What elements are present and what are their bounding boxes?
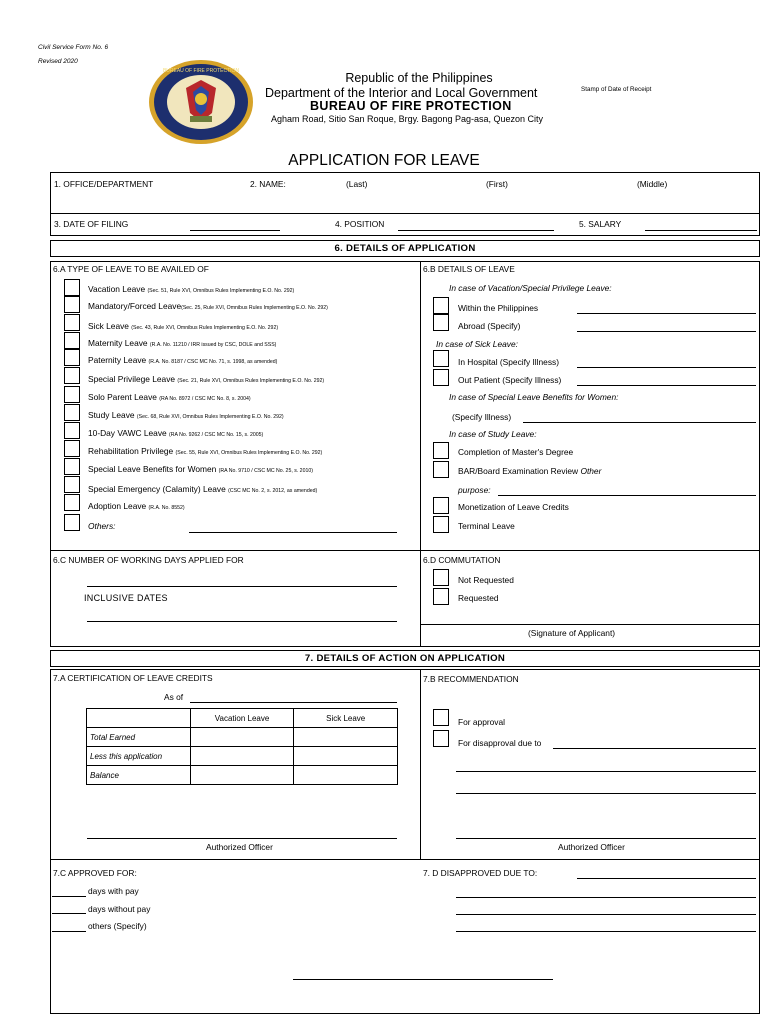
section7c-title: 7.C APPROVED FOR: [53, 868, 137, 878]
leave-type-item: Paternity Leave (R.A. No. 8187 / CSC MC No. 71, s. 1998, as amended) [88, 355, 278, 365]
section6-title-bar [50, 240, 760, 257]
table-row [87, 728, 398, 747]
stamp-receipt-label: Stamp of Date of Receipt [581, 86, 652, 93]
section7-title-bar [50, 650, 760, 667]
name-label: 2. NAME: [250, 179, 286, 189]
leave-credits-table [86, 708, 398, 785]
section6b-title: 6.B DETAILS OF LEAVE [423, 264, 515, 274]
leave-type-item: Special Privilege Leave (Sec. 21, Rule XVI, Omnibus Rules Implementing E.O. No. 292) [88, 374, 325, 384]
for-approval-label: For approval [458, 717, 506, 727]
checkbox-abroad[interactable] [433, 314, 449, 331]
in-hospital-label: In Hospital (Specify Illness) [458, 357, 560, 367]
checkbox-leave-10[interactable] [64, 458, 80, 475]
final-approval-signature-line[interactable] [293, 979, 553, 980]
checkbox-masters-degree[interactable] [433, 442, 449, 459]
section7a-title: 7.A CERTIFICATION OF LEAVE CREDITS [53, 673, 213, 683]
sick-leave-column-header: Sick Leave [294, 709, 398, 728]
women-case-header: In case of Special Leave Benefits for Women: [449, 392, 619, 402]
section7b-title: 7.B RECOMMENDATION [423, 674, 519, 684]
salary-field[interactable] [645, 230, 757, 231]
date-filing-field[interactable] [190, 230, 280, 231]
disapproved-reason-field-1[interactable] [577, 878, 756, 879]
inclusive-dates-field[interactable] [87, 621, 397, 622]
row-label-balance: Balance [87, 766, 191, 785]
in-hospital-field[interactable] [577, 367, 756, 368]
table-cell[interactable] [190, 766, 294, 785]
checkbox-leave-7[interactable] [64, 404, 80, 421]
masters-label: Completion of Master's Degree [458, 447, 574, 457]
disapproval-reason-field-3[interactable] [456, 793, 756, 794]
others-label: Others: [88, 521, 116, 531]
signature-applicant-label: (Signature of Applicant) [528, 628, 616, 638]
table-row [87, 747, 398, 766]
section6-title: 6. DETAILS OF APPLICATION [334, 243, 476, 254]
position-label: 4. POSITION [335, 219, 385, 229]
section7d-title: 7. D DISAPPROVED DUE TO: [423, 868, 538, 878]
form-number: Civil Service Form No. 6 [38, 44, 109, 51]
leave-type-item: Solo Parent Leave (RA No. 8972 / CSC MC No. 8, s. 2004) [88, 392, 251, 402]
checkbox-bar-review[interactable] [433, 461, 449, 478]
leave-type-item: Maternity Leave (R.A. No. 11210 / IRR issued by CSC, DOLE and SSS) [88, 338, 277, 348]
working-days-field[interactable] [87, 586, 397, 587]
study-case-header: In case of Study Leave: [449, 429, 537, 439]
leave-type-item: Special Leave Benefits for Women (RA No. 9710 / CSC MC No. 25, s. 2010) [88, 464, 313, 474]
checkbox-leave-0[interactable] [64, 279, 80, 296]
bar-review-label: BAR/Board Examination Review Other [458, 466, 602, 476]
form-title: APPLICATION FOR LEAVE [288, 152, 480, 169]
others-field[interactable] [189, 532, 397, 533]
position-field[interactable] [398, 230, 554, 231]
checkbox-for-approval[interactable] [433, 709, 449, 726]
section6c-title: 6.C NUMBER OF WORKING DAYS APPLIED FOR [53, 555, 244, 565]
checkbox-leave-9[interactable] [64, 440, 80, 457]
for-disapproval-label: For disapproval due to [458, 738, 542, 748]
out-patient-field[interactable] [577, 385, 756, 386]
checkbox-within-philippines[interactable] [433, 297, 449, 314]
name-last-label: (Last) [346, 179, 368, 189]
leave-type-item: Rehabilitation Privilege (Sec. 55, Rule XVI, Omnibus Rules Implementing E.O. No. 292) [88, 446, 323, 456]
republic-line: Republic of the Philippines [345, 71, 493, 85]
checkbox-leave-11[interactable] [64, 476, 80, 493]
table-cell [87, 709, 191, 728]
terminal-label: Terminal Leave [458, 521, 515, 531]
days-with-pay-label: days with pay [88, 886, 139, 896]
table-row [87, 766, 398, 785]
as-of-label: As of [164, 692, 184, 702]
checkbox-out-patient[interactable] [433, 369, 449, 386]
within-philippines-label: Within the Philippines [458, 303, 539, 313]
leave-type-item: Adoption Leave (R.A. No. 8552) [88, 501, 185, 511]
out-patient-label: Out Patient (Specify Illness) [458, 375, 562, 385]
disapproved-reason-field-2[interactable] [456, 897, 756, 898]
salary-label: 5. SALARY [579, 219, 622, 229]
checkbox-requested[interactable] [433, 588, 449, 605]
authorized-officer-label: Authorized Officer [206, 842, 273, 852]
checkbox-terminal[interactable] [433, 516, 449, 533]
requested-label: Requested [458, 593, 499, 603]
checkbox-leave-2[interactable] [64, 314, 80, 331]
disapproval-reason-field-2[interactable] [456, 771, 756, 772]
leave-type-item: Special Emergency (Calamity) Leave (CSC MC No. 2, s. 2012, as amended) [88, 484, 318, 494]
table-cell[interactable] [294, 766, 398, 785]
disapproval-reason-field-1[interactable] [553, 748, 756, 749]
not-requested-label: Not Requested [458, 575, 514, 585]
checkbox-leave-12[interactable] [64, 494, 80, 511]
vacation-leave-column-header: Vacation Leave [190, 709, 294, 728]
abroad-label: Abroad (Specify) [458, 321, 521, 331]
leave-type-item: Vacation Leave (Sec. 51, Rule XVI, Omnibus Rules Implementing E.O. No. 292) [88, 284, 295, 294]
as-of-field[interactable] [190, 702, 397, 703]
table-cell[interactable] [294, 728, 398, 747]
table-cell[interactable] [190, 747, 294, 766]
table-cell[interactable] [294, 747, 398, 766]
checkbox-leave-1[interactable] [64, 296, 80, 313]
checkbox-leave-5[interactable] [64, 367, 80, 384]
department-line: Department of the Interior and Local Government [265, 86, 538, 100]
checkbox-leave-6[interactable] [64, 386, 80, 403]
bureau-line: BUREAU OF FIRE PROTECTION [310, 99, 512, 113]
office-label: 1. OFFICE/DEPARTMENT [54, 179, 154, 189]
disapproved-reason-field-4[interactable] [456, 931, 756, 932]
table-header-row [87, 709, 398, 728]
vacation-case-header: In case of Vacation/Special Privilege Leave: [449, 283, 612, 293]
disapproved-reason-field-3[interactable] [456, 914, 756, 915]
row-label-total-earned: Total Earned [87, 728, 191, 747]
checkbox-for-disapproval[interactable] [433, 730, 449, 747]
specify-illness-label: (Specify Illness) [452, 412, 512, 422]
name-middle-label: (Middle) [637, 179, 668, 189]
sick-case-header: In case of Sick Leave: [436, 339, 518, 349]
authorized-officer-signature-line[interactable] [87, 838, 397, 839]
name-first-label: (First) [486, 179, 508, 189]
section6a-title: 6.A TYPE OF LEAVE TO BE AVAILED OF [53, 264, 209, 274]
recommendation-officer-label: Authorized Officer [558, 842, 625, 852]
days-without-pay-field[interactable] [52, 913, 86, 914]
checkbox-not-requested[interactable] [433, 569, 449, 586]
leave-type-item: Mandatory/Forced Leave(Sec. 25, Rule XVI, Omnibus Rules Implementing E.O. No. 292) [88, 301, 328, 311]
leave-type-item: Sick Leave (Sec. 43, Rule XVI, Omnibus Rules Implementing E.O. No. 292) [88, 321, 279, 331]
checkbox-leave-4[interactable] [64, 349, 80, 366]
leave-type-item: Study Leave (Sec. 68, Rule XVI, Omnibus Rules Implementing E.O. No. 292) [88, 410, 284, 420]
checkbox-leave-8[interactable] [64, 422, 80, 439]
checkbox-leave-3[interactable] [64, 332, 80, 349]
purpose-field[interactable] [498, 495, 756, 496]
row-label-less-application: Less this application [87, 747, 191, 766]
others-specify-label: others (Specify) [88, 921, 147, 931]
leave-type-item: 10-Day VAWC Leave (RA No. 9262 / CSC MC No. 15, s. 2005) [88, 428, 264, 438]
days-with-pay-field[interactable] [52, 896, 86, 897]
abroad-field[interactable] [577, 331, 756, 332]
checkbox-leave-others[interactable] [64, 514, 80, 531]
recommendation-signature-line[interactable] [456, 838, 756, 839]
others-specify-field[interactable] [52, 931, 86, 932]
section6d-title: 6.D COMMUTATION [423, 555, 501, 565]
within-philippines-field[interactable] [577, 313, 756, 314]
monetization-label: Monetization of Leave Credits [458, 502, 569, 512]
checkbox-in-hospital[interactable] [433, 350, 449, 367]
checkbox-monetization[interactable] [433, 497, 449, 514]
specify-illness-field[interactable] [523, 422, 756, 423]
address-line: Agham Road, Sitio San Roque, Brgy. Bagong Pag-asa, Quezon City [271, 114, 543, 124]
section7-title: 7. DETAILS OF ACTION ON APPLICATION [304, 653, 506, 664]
form-revision: Revised 2020 [38, 58, 78, 65]
days-without-pay-label: days without pay [88, 904, 151, 914]
date-filing-label: 3. DATE OF FILING [54, 219, 129, 229]
table-cell[interactable] [190, 728, 294, 747]
inclusive-dates-label: INCLUSIVE DATES [84, 593, 168, 603]
purpose-label: purpose: [458, 485, 491, 495]
svg-text:BUREAU OF FIRE PROTECTION: BUREAU OF FIRE PROTECTION [162, 68, 240, 74]
